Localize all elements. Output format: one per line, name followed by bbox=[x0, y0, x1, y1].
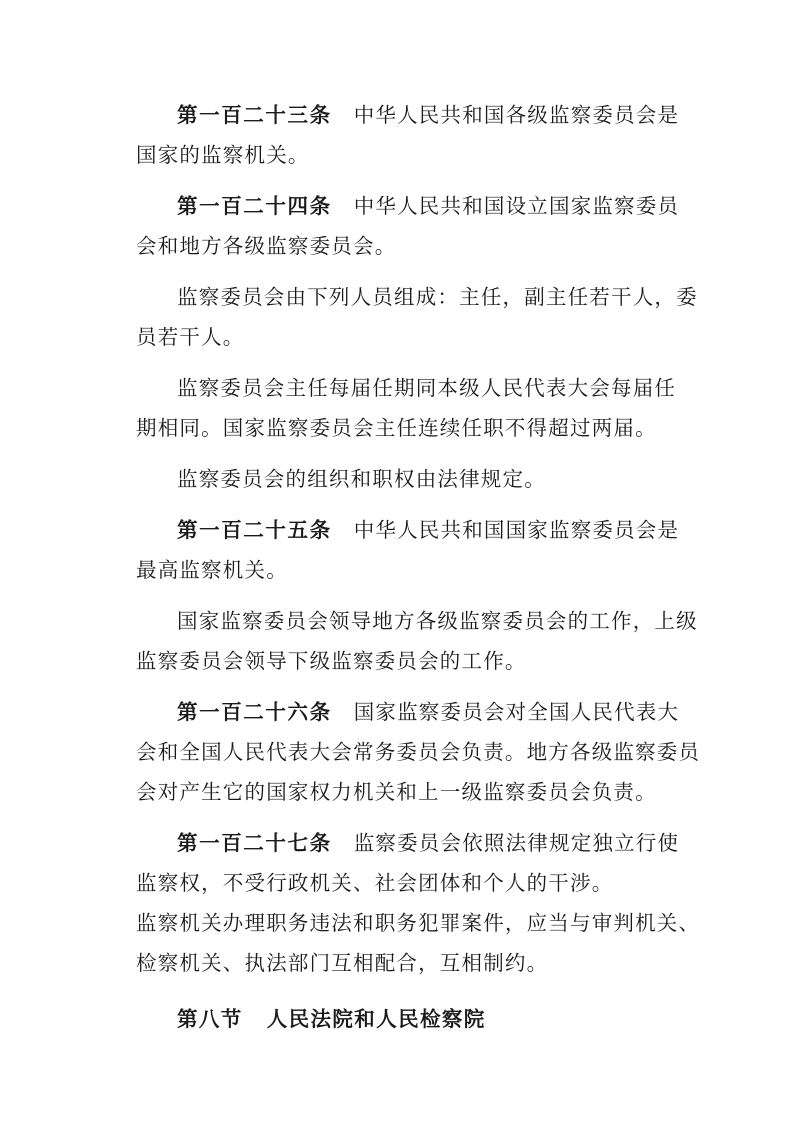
paragraph-line bbox=[136, 903, 701, 943]
paragraph bbox=[136, 368, 696, 448]
line-text: 国家监察委员会对全国人民代表大 bbox=[353, 700, 680, 724]
line-text: 会和地方各级监察委员会。 bbox=[136, 234, 397, 258]
paragraph-line bbox=[136, 732, 701, 772]
paragraph-line bbox=[136, 510, 696, 550]
paragraph-line bbox=[136, 368, 696, 408]
paragraph-line bbox=[136, 95, 696, 135]
paragraph bbox=[136, 601, 696, 681]
line-text: 最高监察机关。 bbox=[136, 558, 288, 582]
line-text: 监察委员会的组织和职权由法律规定。 bbox=[177, 467, 546, 491]
line-text: 期相同。国家监察委员会主任连续任职不得超过两届。 bbox=[136, 416, 657, 440]
paragraph bbox=[136, 459, 696, 499]
article-number: 第一百二十三条 bbox=[177, 103, 332, 127]
line-text: 会和全国人民代表大会常务委员会负责。地方各级监察委员 bbox=[136, 740, 701, 764]
paragraph-line bbox=[136, 550, 696, 590]
article-paragraph bbox=[136, 823, 701, 983]
paragraph-line bbox=[136, 135, 696, 175]
line-text: 监察权，不受行政机关、社会团体和个人的干涉。 bbox=[136, 871, 614, 895]
line-text: 国家的监察机关。 bbox=[136, 143, 310, 167]
line-text: 中华人民共和国各级监察委员会是 bbox=[353, 103, 680, 127]
article-paragraph bbox=[136, 95, 696, 175]
paragraph bbox=[136, 277, 696, 357]
paragraph-line bbox=[136, 408, 696, 448]
paragraph-line bbox=[136, 317, 696, 357]
line-text: 监察委员会依照法律规定独立行使 bbox=[353, 831, 680, 855]
paragraph-line bbox=[136, 692, 696, 732]
article-number: 第一百二十五条 bbox=[177, 518, 332, 542]
section-title-text: 人民法院和人民检察院 bbox=[266, 1007, 486, 1031]
paragraph-line bbox=[136, 641, 696, 681]
line-text: 中华人民共和国国家监察委员会是 bbox=[353, 518, 680, 542]
line-text: 会对产生它的国家权力机关和上一级监察委员会负责。 bbox=[136, 780, 657, 804]
paragraph-line bbox=[136, 943, 696, 983]
paragraph-line bbox=[136, 186, 696, 226]
paragraph-line bbox=[136, 772, 696, 812]
paragraph-line bbox=[136, 277, 696, 317]
line-text: 监察委员会由下列人员组成：主任，副主任若干人，委 bbox=[177, 285, 698, 309]
line-text: 检察机关、执法部门互相配合，互相制约。 bbox=[136, 951, 549, 975]
article-number: 第一百二十四条 bbox=[177, 194, 332, 218]
document-body bbox=[136, 95, 701, 1039]
paragraph-line bbox=[136, 823, 696, 863]
line-text: 监察委员会领导下级监察委员会的工作。 bbox=[136, 649, 527, 673]
article-paragraph bbox=[136, 186, 696, 266]
paragraph-line bbox=[136, 459, 696, 499]
article-number: 第一百二十七条 bbox=[177, 831, 332, 855]
line-text: 国家监察委员会领导地方各级监察委员会的工作，上级 bbox=[177, 609, 698, 633]
line-text: 中华人民共和国设立国家监察委员 bbox=[353, 194, 680, 218]
article-paragraph bbox=[136, 692, 701, 812]
paragraph-line bbox=[136, 226, 696, 266]
line-text: 监察机关办理职务违法和职务犯罪案件，应当与审判机关、 bbox=[136, 911, 701, 935]
article-paragraph bbox=[136, 510, 696, 590]
paragraph-line bbox=[136, 863, 696, 903]
paragraph-line bbox=[136, 601, 696, 641]
article-number: 第一百二十六条 bbox=[177, 700, 332, 724]
section-number: 第八节 bbox=[177, 1007, 243, 1031]
line-text: 员若干人。 bbox=[136, 325, 245, 349]
line-text: 监察委员会主任每届任期同本级人民代表大会每届任 bbox=[177, 376, 677, 400]
section-heading bbox=[136, 999, 696, 1039]
